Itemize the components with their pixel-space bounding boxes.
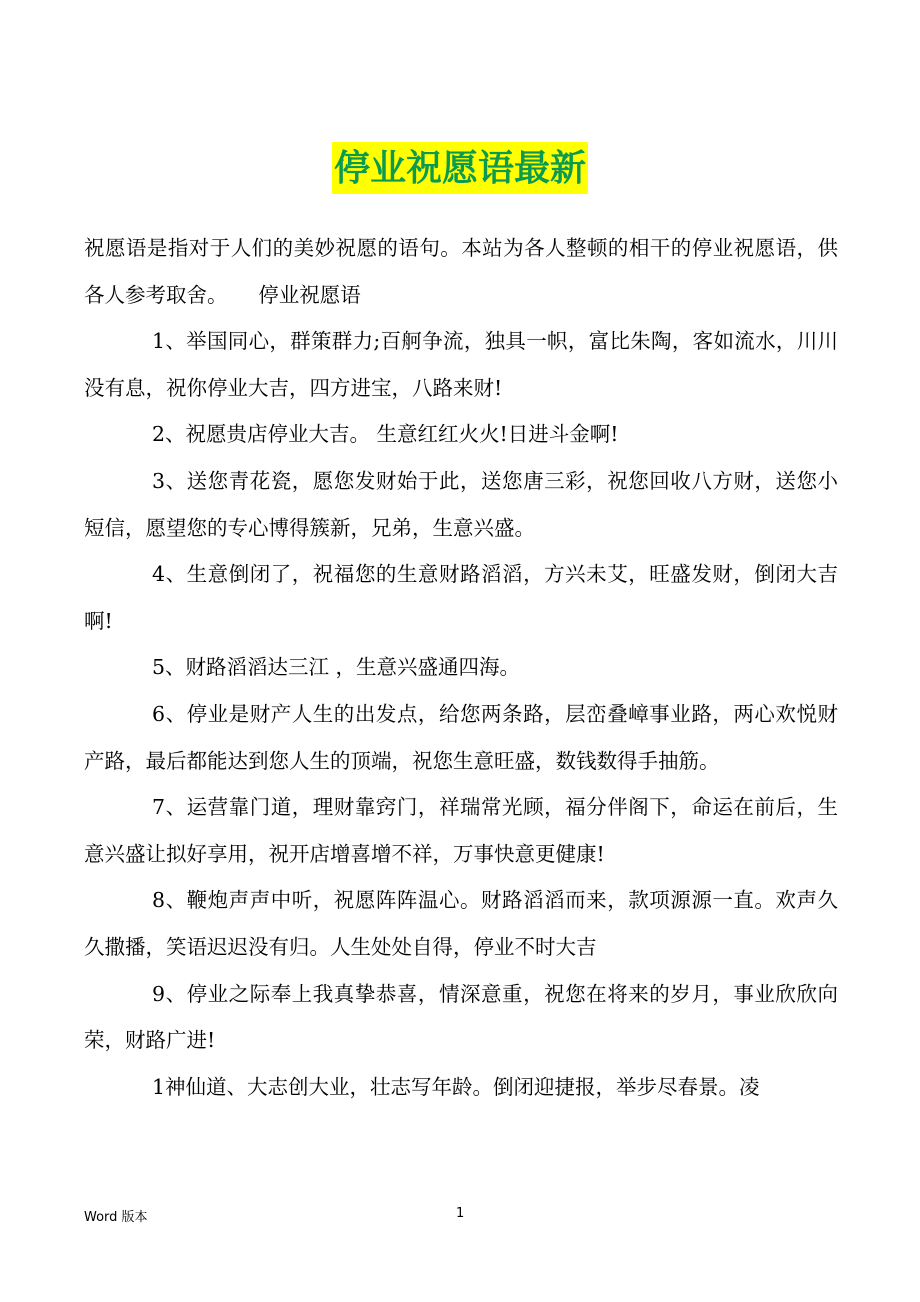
title-area: [0, 142, 920, 194]
wish-paragraph-10: 1神仙道、大志创大业，壮志写年龄。倒闭迎捷报，举步尽春景。凌: [152, 1074, 760, 1099]
wish-paragraph-3: 3、送您青花瓷，愿您发财始于此，送您唐三彩，祝您回收八方财，送您小短信，愿望您的专心博得簇新，兄弟，生意兴盛。: [84, 468, 838, 540]
footer-version-label: Word 版本: [84, 1210, 148, 1225]
document-title: 停业祝愿语最新: [332, 142, 588, 194]
wish-paragraph-1: 1、举国同心，群策群力;百舸争流，独具一帜，富比朱陶，客如流水，川川没有息，祝你停业大吉，四方进宝，八路来财!: [84, 329, 838, 400]
wish-paragraph-2: 2、祝愿贵店停业大吉。 生意红红火火!日进斗金啊!: [152, 422, 619, 447]
wish-paragraph-6: 6、停业是财产人生的出发点，给您两条路，层峦叠嶂事业路，两心欢悦财产路，最后都能达到您人生的顶端，祝您生意旺盛，数钱数得手抽筋。: [84, 701, 838, 773]
wish-paragraph-4: 4、生意倒闭了，祝福您的生意财路滔滔，方兴未艾，旺盛发财，倒闭大吉啊!: [84, 562, 838, 633]
footer-page-number: 1: [456, 1206, 465, 1221]
wish-paragraph-8: 8、鞭炮声声中听，祝愿阵阵温心。财路滔滔而来，款项源源一直。欢声久久撒播，笑语迟迟没有归。人生处处自得，停业不时大吉: [84, 888, 838, 959]
wish-paragraph-5: 5、财路滔滔达三江 ，生意兴盛通四海。: [152, 655, 521, 680]
wish-paragraph-9: 9、停业之际奉上我真挚恭喜，情深意重，祝您在将来的岁月，事业欣欣向荣，财路广进!: [84, 981, 838, 1053]
document-body: [84, 225, 838, 1110]
intro-paragraph: 祝愿语是指对于人们的美妙祝愿的语句。本站为各人整顿的相干的停业祝愿语，供各人参考取舍。 停业祝愿语: [84, 236, 838, 307]
wish-paragraph-7: 7、运营靠门道，理财靠窍门，祥瑞常光顾，福分伴阁下，命运在前后，生意兴盛让拟好享用，祝开店增喜增不祥，万事快意更健康!: [84, 795, 838, 866]
